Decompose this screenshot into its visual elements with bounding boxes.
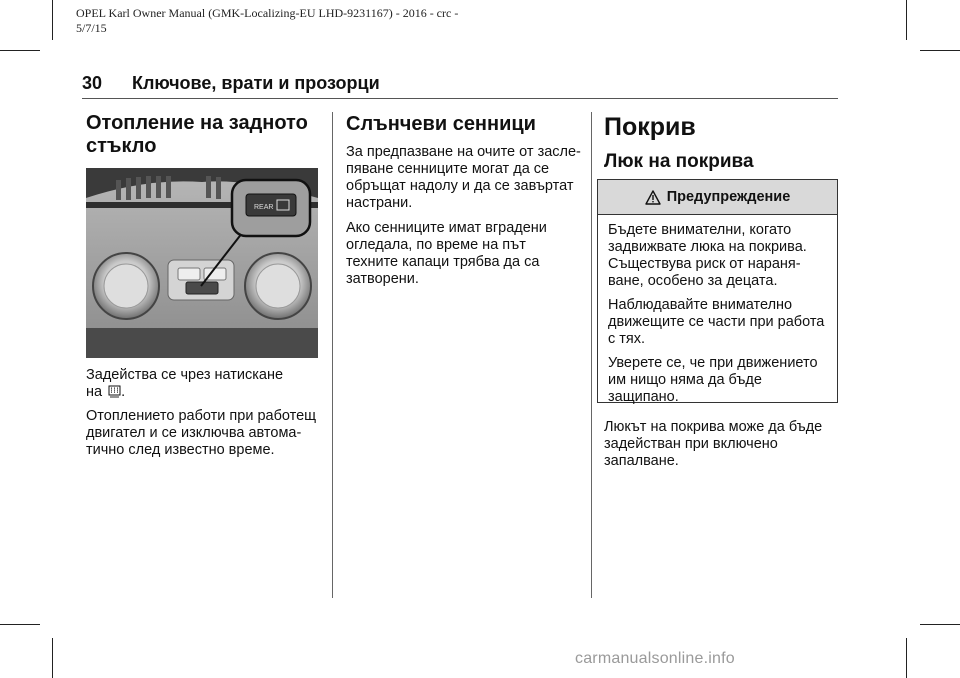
crop-mark: [0, 50, 40, 51]
text-line: огледала, по време на път: [346, 237, 526, 253]
column-roof: [604, 113, 844, 173]
column-rear-window-heating-text: [86, 367, 326, 459]
text-line: Задействa се чрез натискане: [86, 367, 284, 383]
paragraph: [346, 144, 586, 212]
column-divider: [332, 112, 333, 598]
text-line: тично след известно време.: [86, 442, 275, 458]
text-line: Отоплението работи при работещ: [86, 408, 317, 424]
paragraph: [604, 419, 844, 470]
header-divider: [82, 98, 838, 99]
text-line: задействан при включено: [604, 436, 778, 452]
paragraph: [608, 355, 828, 406]
paragraph: [346, 220, 586, 288]
warning-title: Предупреждение: [666, 189, 791, 205]
text-line: затворени.: [346, 271, 419, 287]
section-heading: Слънчеви сенници: [346, 113, 536, 135]
section-heading: Люк на покрива: [604, 151, 754, 172]
text-line: им нищо няма да бъде: [608, 372, 762, 388]
page-section-title: Ключове, врати и прозорци: [132, 73, 380, 93]
column-roof-text: [604, 419, 844, 470]
text-line: .: [121, 384, 126, 400]
warning-body: [598, 215, 837, 406]
text-line: настрани.: [346, 195, 413, 211]
page-number: 30: [82, 73, 103, 93]
crop-mark: [0, 624, 40, 625]
text-line: с тях.: [608, 331, 646, 347]
document-header: [76, 6, 506, 36]
paragraph: [608, 222, 828, 290]
text-line: техните капаци трябва да са: [346, 254, 540, 270]
paragraph: [86, 367, 326, 401]
watermark-link[interactable]: carmanualsonline.info: [575, 650, 735, 667]
section-heading: [86, 112, 322, 158]
dashboard-illustration: [86, 168, 318, 358]
text-line: двигател и се изключва автома-: [86, 425, 302, 441]
crop-mark: [906, 0, 907, 40]
document-header-line: OPEL Karl Owner Manual (GMK-Localizing-EU LHD-9231167) - 2016 - crc -: [76, 6, 459, 20]
warning-triangle-icon: [645, 190, 661, 205]
text-line: Наблюдавайте внимателно: [608, 297, 793, 313]
text-line: на: [86, 384, 103, 400]
column-rear-window-heating: [86, 112, 322, 158]
column-sun-visors: [346, 113, 586, 288]
text-line: ване, особено за децата.: [608, 273, 778, 289]
heading-line: стъкло: [86, 135, 157, 157]
text-line: обръщат надолу и да се завъртат: [346, 178, 574, 194]
text-line: Уверете се, че при движението: [608, 355, 818, 371]
text-line: Люкът на покрива може да бъде: [604, 419, 823, 435]
crop-mark: [52, 638, 53, 678]
rear-window-heater-icon: [108, 385, 121, 398]
text-line: задвижвате люка на покрива.: [608, 239, 807, 255]
paragraph: [86, 408, 326, 459]
text-line: движещите се части при работа: [608, 314, 825, 330]
crop-mark: [52, 0, 53, 40]
text-line: защипано.: [608, 389, 679, 405]
text-line: запалване.: [604, 453, 679, 469]
paragraph: [608, 297, 828, 348]
warning-header: [598, 180, 837, 215]
text-line: Съществува риск от нараня-: [608, 256, 801, 272]
text-line: Ако сенниците имат вградени: [346, 220, 547, 236]
text-line: За предпазване на очите от засле-: [346, 144, 581, 160]
crop-mark: [920, 624, 960, 625]
crop-mark: [906, 638, 907, 678]
rear-button-label: REAR: [254, 204, 274, 211]
chapter-heading: Покрив: [604, 113, 696, 141]
document-header-date: 5/7/15: [76, 21, 107, 35]
text-line: Бъдете внимателни, когато: [608, 222, 792, 238]
center-console-photo: [86, 168, 318, 358]
text-line: пяване сенниците могат да се: [346, 161, 550, 177]
warning-box: [597, 179, 838, 403]
crop-mark: [920, 50, 960, 51]
column-divider: [591, 112, 592, 598]
heading-line: Отопление на задното: [86, 112, 308, 134]
